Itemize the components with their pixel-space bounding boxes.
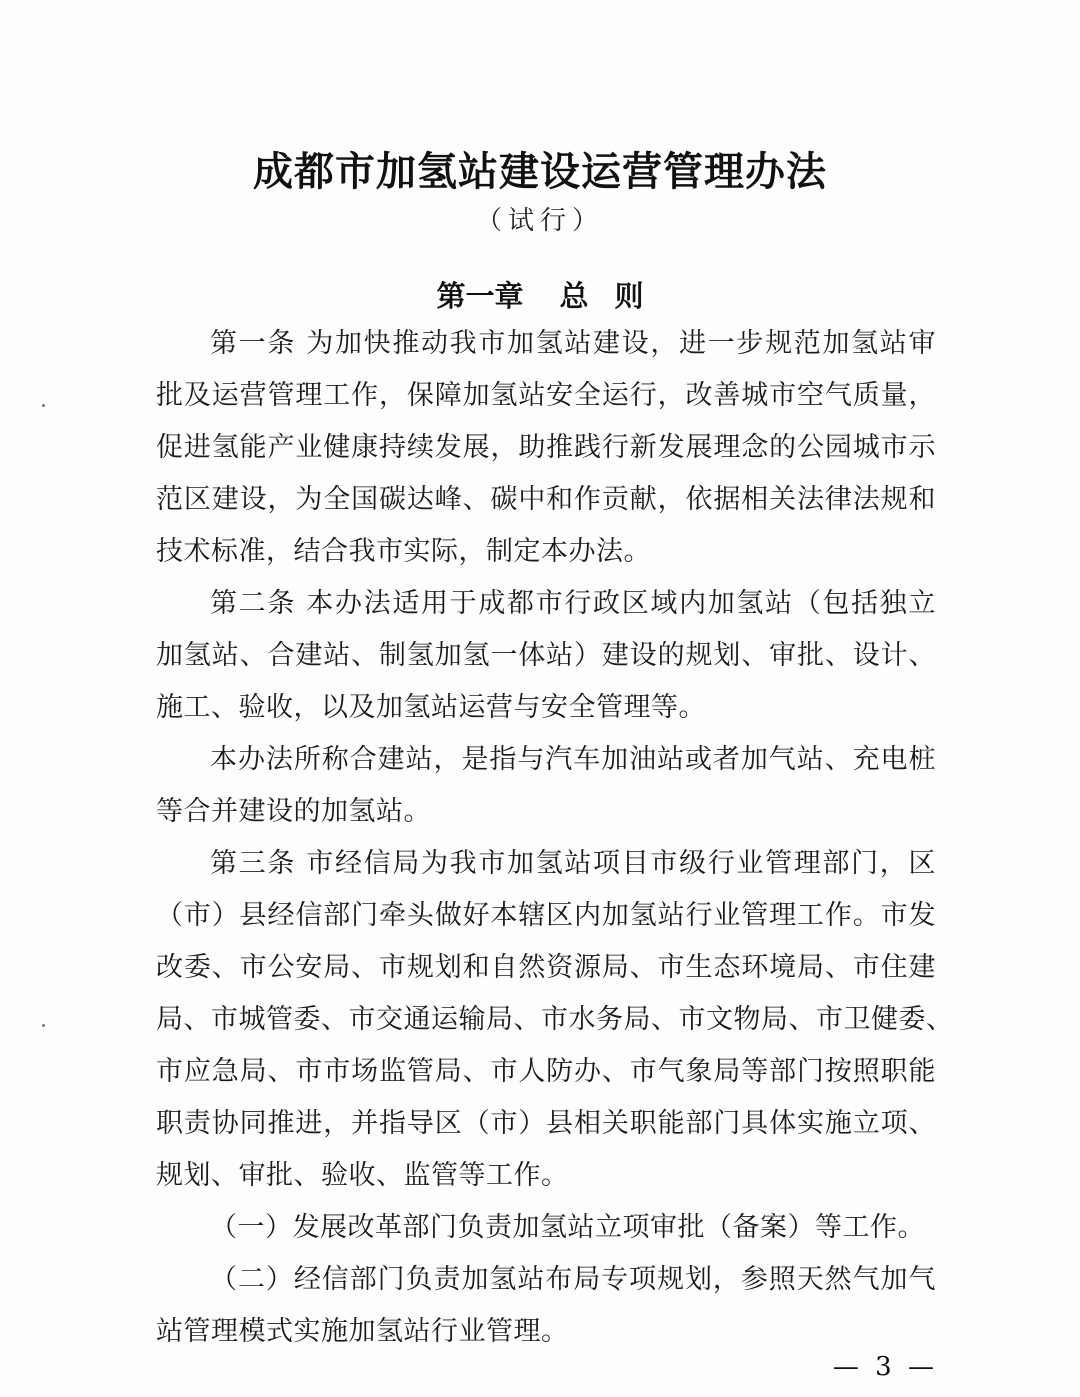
body-line: 局、市城管委、市交通运输局、市水务局、市文物局、市卫健委、 bbox=[156, 1004, 954, 1035]
body-line: 等合并建设的加氢站。 bbox=[156, 796, 431, 827]
body-line: （市）县经信部门牵头做好本辖区内加氢站行业管理工作。市发 bbox=[156, 900, 936, 931]
body-line: 规划、审批、验收、监管等工作。 bbox=[156, 1160, 569, 1191]
chapter-heading-word-1: 总 bbox=[559, 279, 589, 313]
document-subtitle: （试行） bbox=[475, 206, 604, 236]
body-line: 站管理模式实施加氢站行业管理。 bbox=[156, 1316, 569, 1347]
page-number: — 3 — bbox=[832, 1352, 938, 1382]
body-line: 加氢站、合建站、制氢加氢一体站）建设的规划、审批、设计、 bbox=[156, 640, 936, 671]
scan-speck bbox=[42, 1024, 45, 1027]
chapter-heading bbox=[0, 274, 1080, 315]
body-line: 促进氢能产业健康持续发展，助推践行新发展理念的公园城市示 bbox=[156, 432, 936, 463]
scan-speck bbox=[42, 404, 45, 407]
body-line: 范区建设，为全国碳达峰、碳中和作贡献，依据相关法律法规和 bbox=[156, 484, 936, 515]
body-line: 技术标准，结合我市实际，制定本办法。 bbox=[156, 536, 651, 567]
body-line: 改委、市公安局、市规划和自然资源局、市生态环境局、市住建 bbox=[156, 952, 936, 983]
body-line: 施工、验收，以及加氢站运营与安全管理等。 bbox=[156, 692, 706, 723]
body-line: 第一条 为加快推动我市加氢站建设，进一步规范加氢站审 bbox=[210, 328, 936, 359]
body-line: 第三条 市经信局为我市加氢站项目市级行业管理部门，区 bbox=[210, 848, 936, 879]
body-line: 第二条 本办法适用于成都市行政区域内加氢站（包括独立 bbox=[210, 588, 936, 619]
document-title: 成都市加氢站建设运营管理办法 bbox=[253, 148, 827, 195]
body-line: （二）经信部门负责加氢站布局专项规划，参照天然气加气 bbox=[210, 1264, 936, 1295]
body-line: （一）发展改革部门负责加氢站立项审批（备案）等工作。 bbox=[210, 1212, 925, 1243]
body-line: 市应急局、市市场监管局、市人防办、市气象局等部门按照职能 bbox=[156, 1056, 936, 1087]
chapter-heading-word-2: 则 bbox=[614, 279, 644, 313]
body-line: 职责协同推进，并指导区（市）县相关职能部门具体实施立项、 bbox=[156, 1108, 936, 1139]
body-line: 本办法所称合建站，是指与汽车加油站或者加气站、充电桩 bbox=[210, 744, 936, 775]
body-line: 批及运营管理工作，保障加氢站安全运行，改善城市空气质量， bbox=[156, 380, 936, 411]
chapter-heading-number: 第一章 bbox=[436, 279, 524, 313]
